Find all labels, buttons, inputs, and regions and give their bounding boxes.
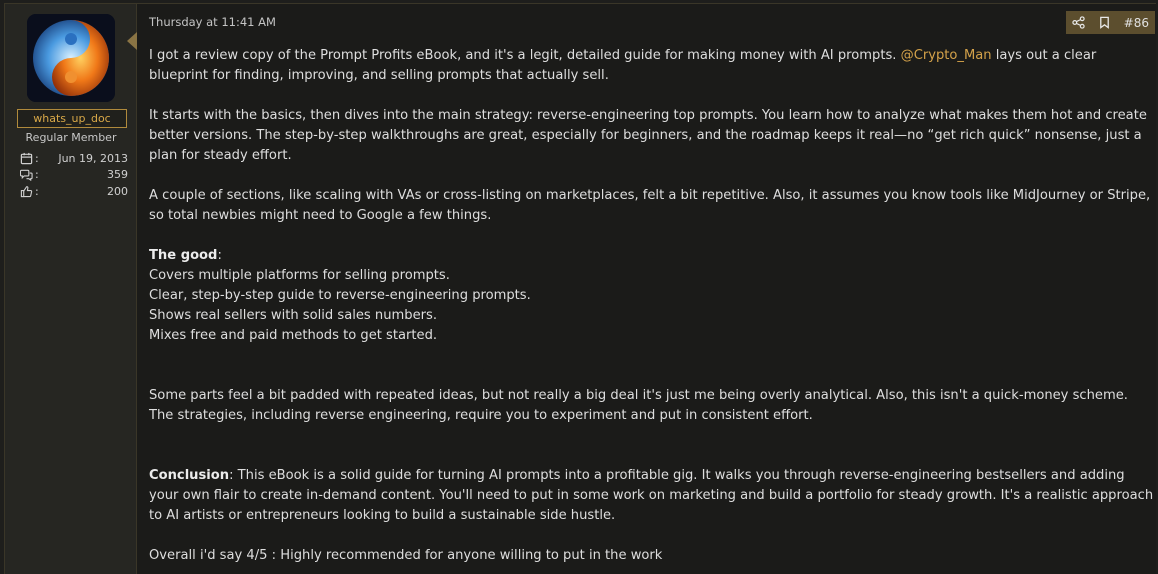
yin-yang-avatar-icon (27, 14, 115, 102)
intro-text: I got a review copy of the Prompt Profits eBook, and it's a legit, detailed guide for making money with AI prompts. (149, 48, 901, 63)
user-sidebar (5, 4, 137, 574)
stat-messages: : 359 (18, 167, 128, 184)
post-date[interactable]: Thursday at 11:41 AM (149, 15, 276, 29)
calendar-icon (18, 151, 34, 165)
paragraph-conclusion (149, 466, 1154, 526)
paragraph-intro (149, 46, 1154, 86)
good-item: Mixes free and paid methods to get started. (149, 328, 438, 343)
avatar[interactable] (27, 14, 115, 102)
post-actions (1066, 11, 1155, 34)
good-item: Shows real sellers with solid sales numbers. (149, 308, 437, 323)
thumbs-up-icon (18, 184, 34, 198)
conclusion-text: : This eBook is a solid guide for turning AI prompts into a profitable gig. It walks you through reverse-engineering bestsellers and adding your own flair to create in-demand content. You'll need to put in some work on marketing and build a portfolio for steady growth. It's a realistic approach to AI artists or entrepreneurs looking to build a sustainable side hustle. (149, 468, 1154, 523)
stat-joined: : Jun 19, 2013 (18, 150, 128, 167)
share-icon[interactable] (1072, 16, 1086, 30)
paragraph-repetitive: A couple of sections, like scaling with VAs or cross-listing on marketplaces, felt a bit repetitive. Also, it assumes you know tools like MidJourney or Stripe, so total newbies might need to Google a few things. (149, 188, 1151, 223)
post-content (137, 4, 1156, 574)
paragraph-strategy: It starts with the basics, then dives into the main strategy: reverse-engineering top prompts. You learn how to analyze what makes them hot and create better versions. The step-by-step walkthroughs are great, especially for beginners, and the roadmap keeps it real—no “get rich quick” nonsense, just a plan for steady effort. (149, 108, 1147, 163)
stat-joined-value: Jun 19, 2013 (58, 151, 128, 165)
good-heading (149, 246, 1154, 266)
user-mention-link[interactable]: @Crypto_Man (900, 48, 992, 63)
good-item: Clear, step-by-step guide to reverse-engineering prompts. (149, 288, 531, 303)
username-link[interactable]: whats_up_doc (17, 109, 127, 128)
bookmark-icon[interactable] (1098, 16, 1112, 30)
post-body (149, 46, 1154, 566)
messages-icon (18, 168, 34, 182)
intro-text-cont: lays out a clear blueprint for finding, improving, and selling prompts that actually sell. (149, 48, 1097, 83)
stat-reactions: : 200 (18, 183, 128, 200)
stat-reactions-value: 200 (107, 184, 128, 198)
good-heading-colon: : (217, 248, 222, 263)
user-title: Regular Member (25, 131, 117, 144)
paragraph-padded: Some parts feel a bit padded with repeated ideas, but not really a big deal it's just me being overly analytical. Also, this isn't a quick-money scheme. The strategies, including reverse engineering, require you to experiment and put in consistent effort. (149, 388, 1128, 423)
conclusion-label: Conclusion (149, 468, 230, 483)
stat-messages-value: 359 (107, 168, 128, 182)
paragraph-overall: Overall i'd say 4/5 : Highly recommended for anyone willing to put in the work (149, 548, 663, 563)
post-number-link[interactable]: #86 (1123, 15, 1149, 30)
post-pointer-arrow (127, 32, 137, 50)
forum-post (4, 3, 1156, 574)
good-item: Covers multiple platforms for selling prompts. (149, 268, 450, 283)
user-stats (18, 150, 128, 200)
good-heading-label: The good (149, 248, 218, 263)
